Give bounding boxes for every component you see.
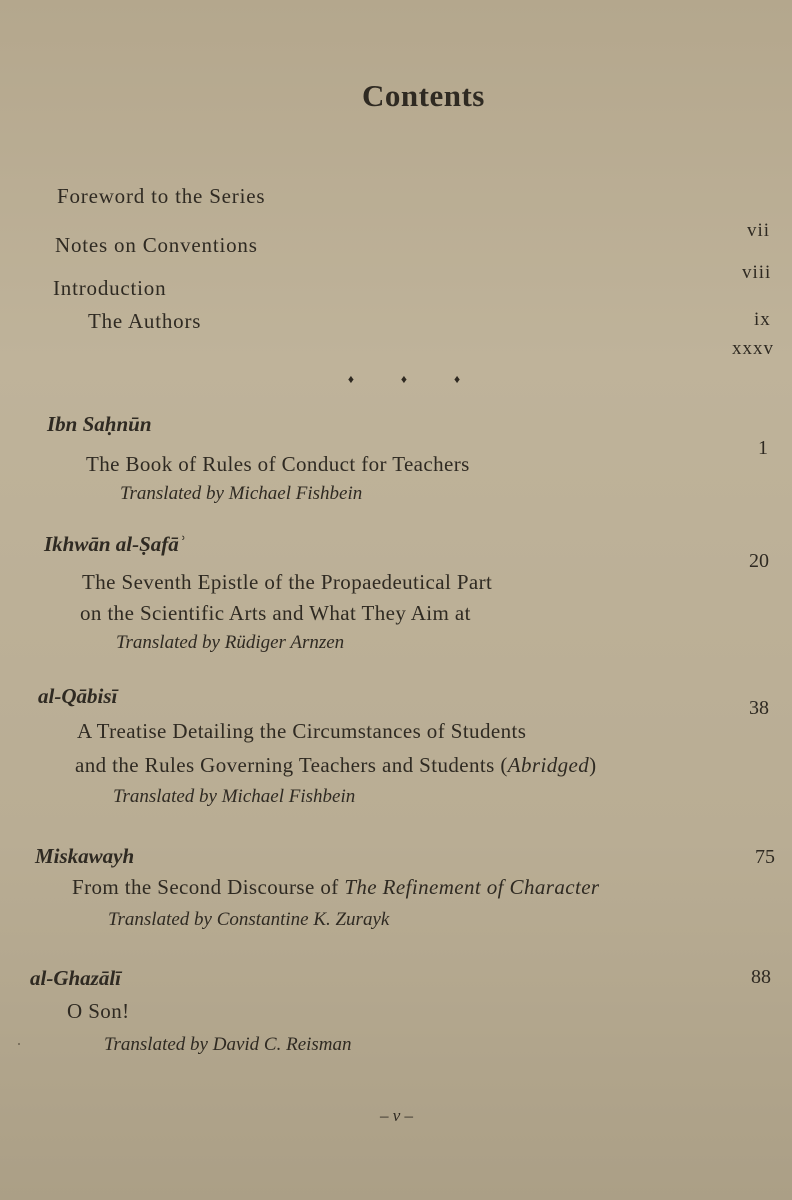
toc-item-introduction: Introduction (53, 276, 167, 300)
page-number: – v – (380, 1106, 414, 1125)
toc-work-title-line: The Book of Rules of Conduct for Teachers (86, 452, 470, 476)
toc-work-title-italic: Abridged (507, 753, 590, 777)
toc-author-al-qabisi: al-Qābisī (38, 684, 118, 708)
toc-translator: Translated by David C. Reisman (104, 1034, 352, 1055)
section-separator: ♦ ♦ ♦ (347, 372, 483, 386)
toc-page-introduction: ix (754, 309, 771, 330)
toc-page-miskawayh: 75 (755, 846, 775, 868)
toc-page-notes: viii (742, 262, 772, 283)
toc-author-ikhwan-al-safa: Ikhwān al-Ṣafāʾ (44, 532, 186, 556)
toc-work-title-line: O Son! (67, 999, 130, 1023)
toc-work-title-line: on the Scientific Arts and What They Aim at (80, 601, 471, 625)
toc-item-notes: Notes on Conventions (55, 233, 258, 257)
toc-page-the-authors: xxxv (732, 338, 774, 359)
toc-translator: Translated by Michael Fishbein (120, 483, 363, 504)
toc-translator: Translated by Constantine K. Zurayk (108, 909, 390, 930)
paper-speck (18, 1043, 20, 1045)
toc-page-foreword: vii (747, 220, 771, 241)
toc-work-title-italic: The Refinement of Character (344, 875, 600, 899)
toc-work-title-line: A Treatise Detailing the Circumstances of Students (77, 719, 527, 743)
toc-author-al-ghazali: al-Ghazālī (30, 966, 122, 990)
toc-translator: Translated by Rüdiger Arnzen (116, 632, 345, 653)
toc-work-title-line (75, 753, 597, 778)
toc-work-title-text: and the Rules Governing Teachers and Students ( (75, 753, 508, 777)
toc-item-the-authors: The Authors (88, 309, 202, 333)
toc-page-al-qabisi: 38 (749, 697, 769, 719)
toc-work-title-line: The Seventh Epistle of the Propaedeutical Part (82, 570, 493, 594)
toc-work-title-text: From the Second Discourse of (72, 875, 345, 899)
toc-page-ibn-sahnun: 1 (758, 437, 768, 459)
toc-translator: Translated by Michael Fishbein (113, 786, 356, 807)
toc-author-miskawayh: Miskawayh (35, 844, 135, 868)
toc-work-title-suffix: ) (589, 753, 597, 777)
toc-item-foreword: Foreword to the Series (57, 184, 266, 208)
toc-work-title-line (72, 875, 599, 900)
toc-page-ikhwan-al-safa: 20 (749, 550, 769, 572)
toc-page-al-ghazali: 88 (751, 966, 771, 988)
page-title: Contents (362, 78, 485, 113)
toc-author-ibn-sahnun: Ibn Saḥnūn (47, 412, 152, 436)
